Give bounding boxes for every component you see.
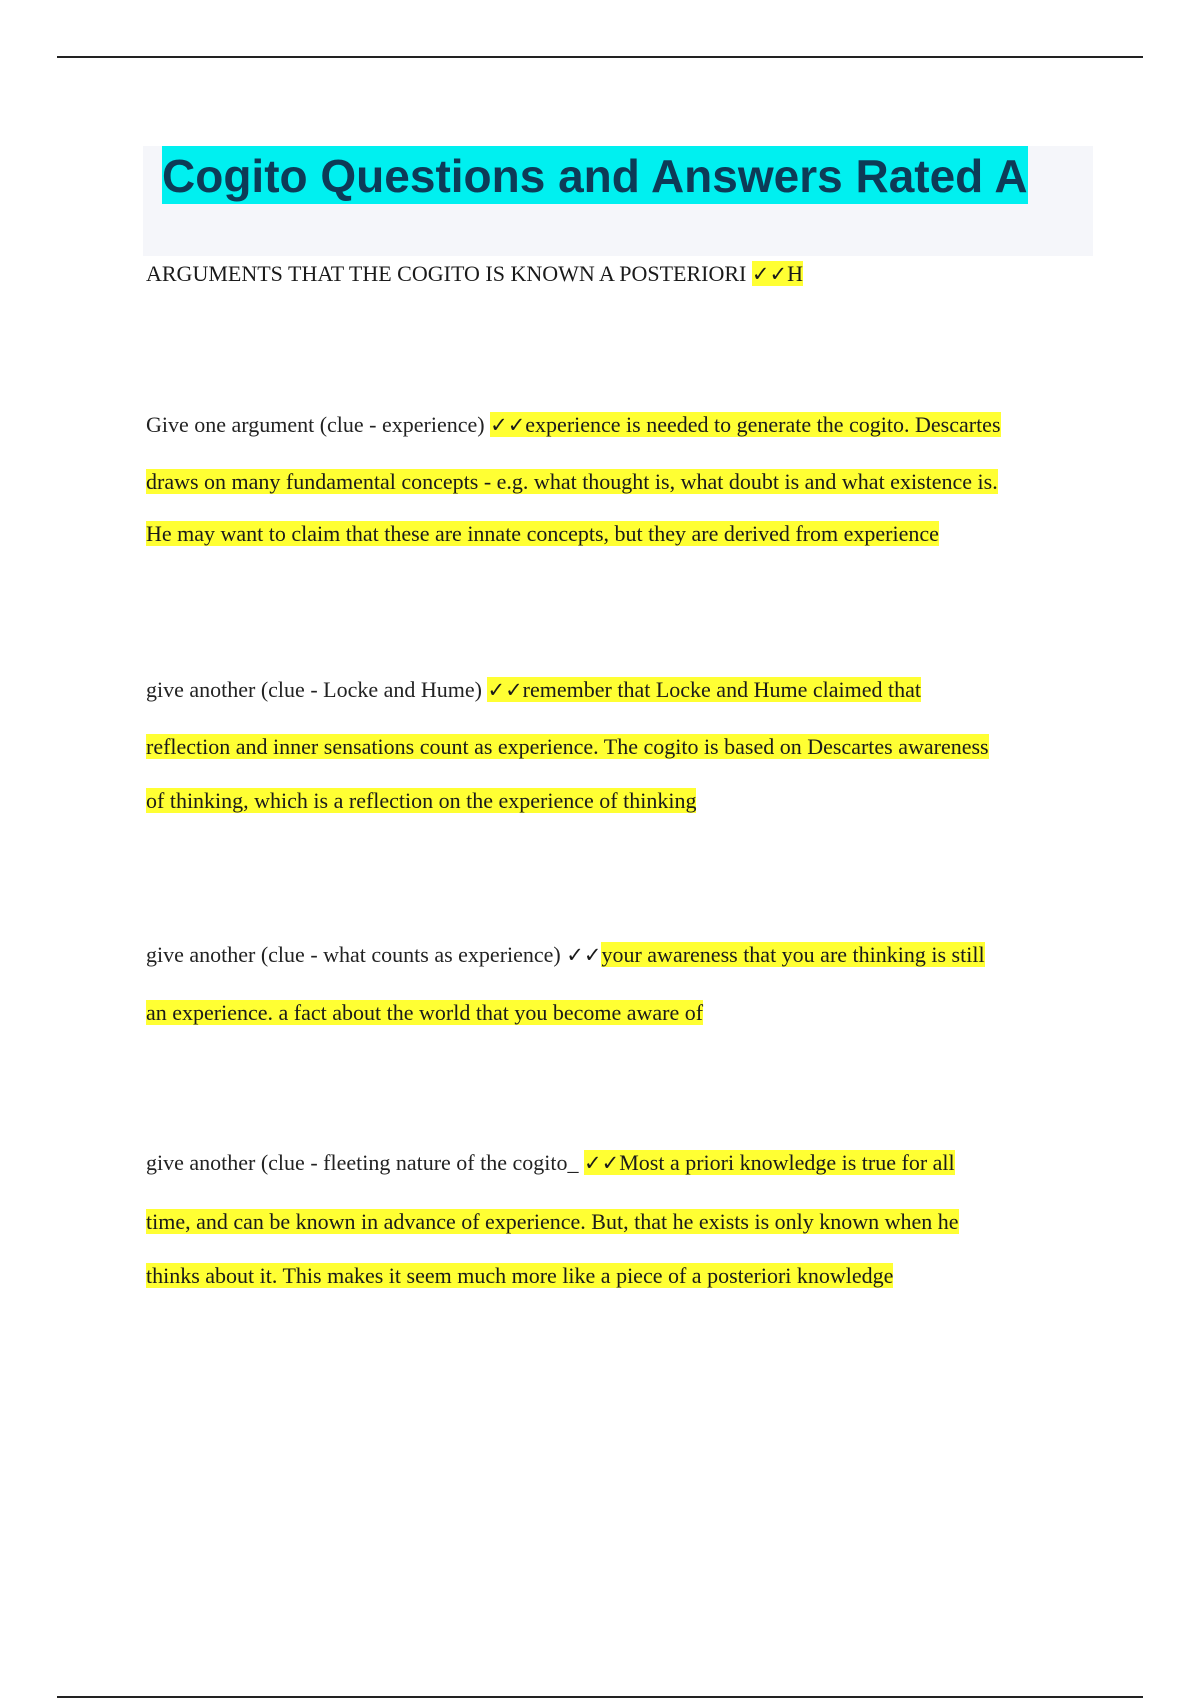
qa-line — [146, 786, 1096, 816]
answer-text: remember that Locke and Hume claimed that — [522, 677, 921, 702]
qa-item-2 — [146, 675, 1096, 816]
page-title: Cogito Questions and Answers Rated A — [162, 146, 1028, 204]
question-text: give another (clue - Locke and Hume) — [146, 677, 488, 702]
section-heading — [146, 258, 803, 290]
qa-line — [146, 1207, 1096, 1237]
answer-text: of thinking, which is a reflection on the experience of thinking — [146, 788, 697, 813]
qa-line — [146, 675, 1096, 705]
double-check-icon: ✓✓ — [490, 413, 526, 437]
answer-text: your awareness that you are thinking is still — [601, 942, 985, 967]
answer-text: experience is needed to generate the cogito. Descartes — [525, 412, 1001, 437]
answer-text: He may want to claim that these are innate concepts, but they are derived from experience — [146, 521, 939, 546]
answer-text: an experience. a fact about the world that you become aware of — [146, 1000, 704, 1025]
double-check-icon: ✓✓ — [566, 943, 602, 967]
answer-text: thinks about it. This makes it seem much more like a piece of a posteriori knowledge — [146, 1263, 894, 1288]
qa-line — [146, 519, 1096, 549]
qa-line — [146, 940, 1096, 970]
qa-item-4 — [146, 1148, 1096, 1291]
answer-text: time, and can be known in advance of experience. But, that he exists is only known when he — [146, 1209, 959, 1234]
bottom-rule — [57, 1696, 1143, 1698]
qa-line — [146, 1148, 1096, 1178]
answer-text: reflection and inner sensations count as experience. The cogito is based on Descartes awareness — [146, 734, 989, 759]
heading-answer-highlight — [752, 261, 803, 286]
question-text: give another (clue - fleeting nature of the cogito_ — [146, 1150, 584, 1175]
question-text: give another (clue - what counts as experience) — [146, 942, 567, 967]
double-check-icon: ✓✓ — [487, 678, 523, 702]
double-check-icon: ✓✓ — [751, 262, 788, 286]
qa-line — [146, 410, 1096, 440]
qa-line — [146, 732, 1096, 762]
answer-text: Most a priori knowledge is true for all — [619, 1150, 955, 1175]
double-check-icon: ✓✓ — [584, 1151, 620, 1175]
heading-answer: H — [787, 261, 803, 286]
qa-line — [146, 1261, 1096, 1291]
qa-item-1 — [146, 410, 1096, 549]
qa-line — [146, 998, 1096, 1028]
qa-item-3 — [146, 940, 1096, 1028]
question-text: Give one argument (clue - experience) — [146, 412, 491, 437]
section-heading-text: ARGUMENTS THAT THE COGITO IS KNOWN A POSTERIORI — [146, 261, 752, 286]
answer-text: draws on many fundamental concepts - e.g. what thought is, what doubt is and what existence is. — [146, 469, 998, 494]
qa-line — [146, 467, 1096, 497]
top-rule — [57, 56, 1143, 58]
